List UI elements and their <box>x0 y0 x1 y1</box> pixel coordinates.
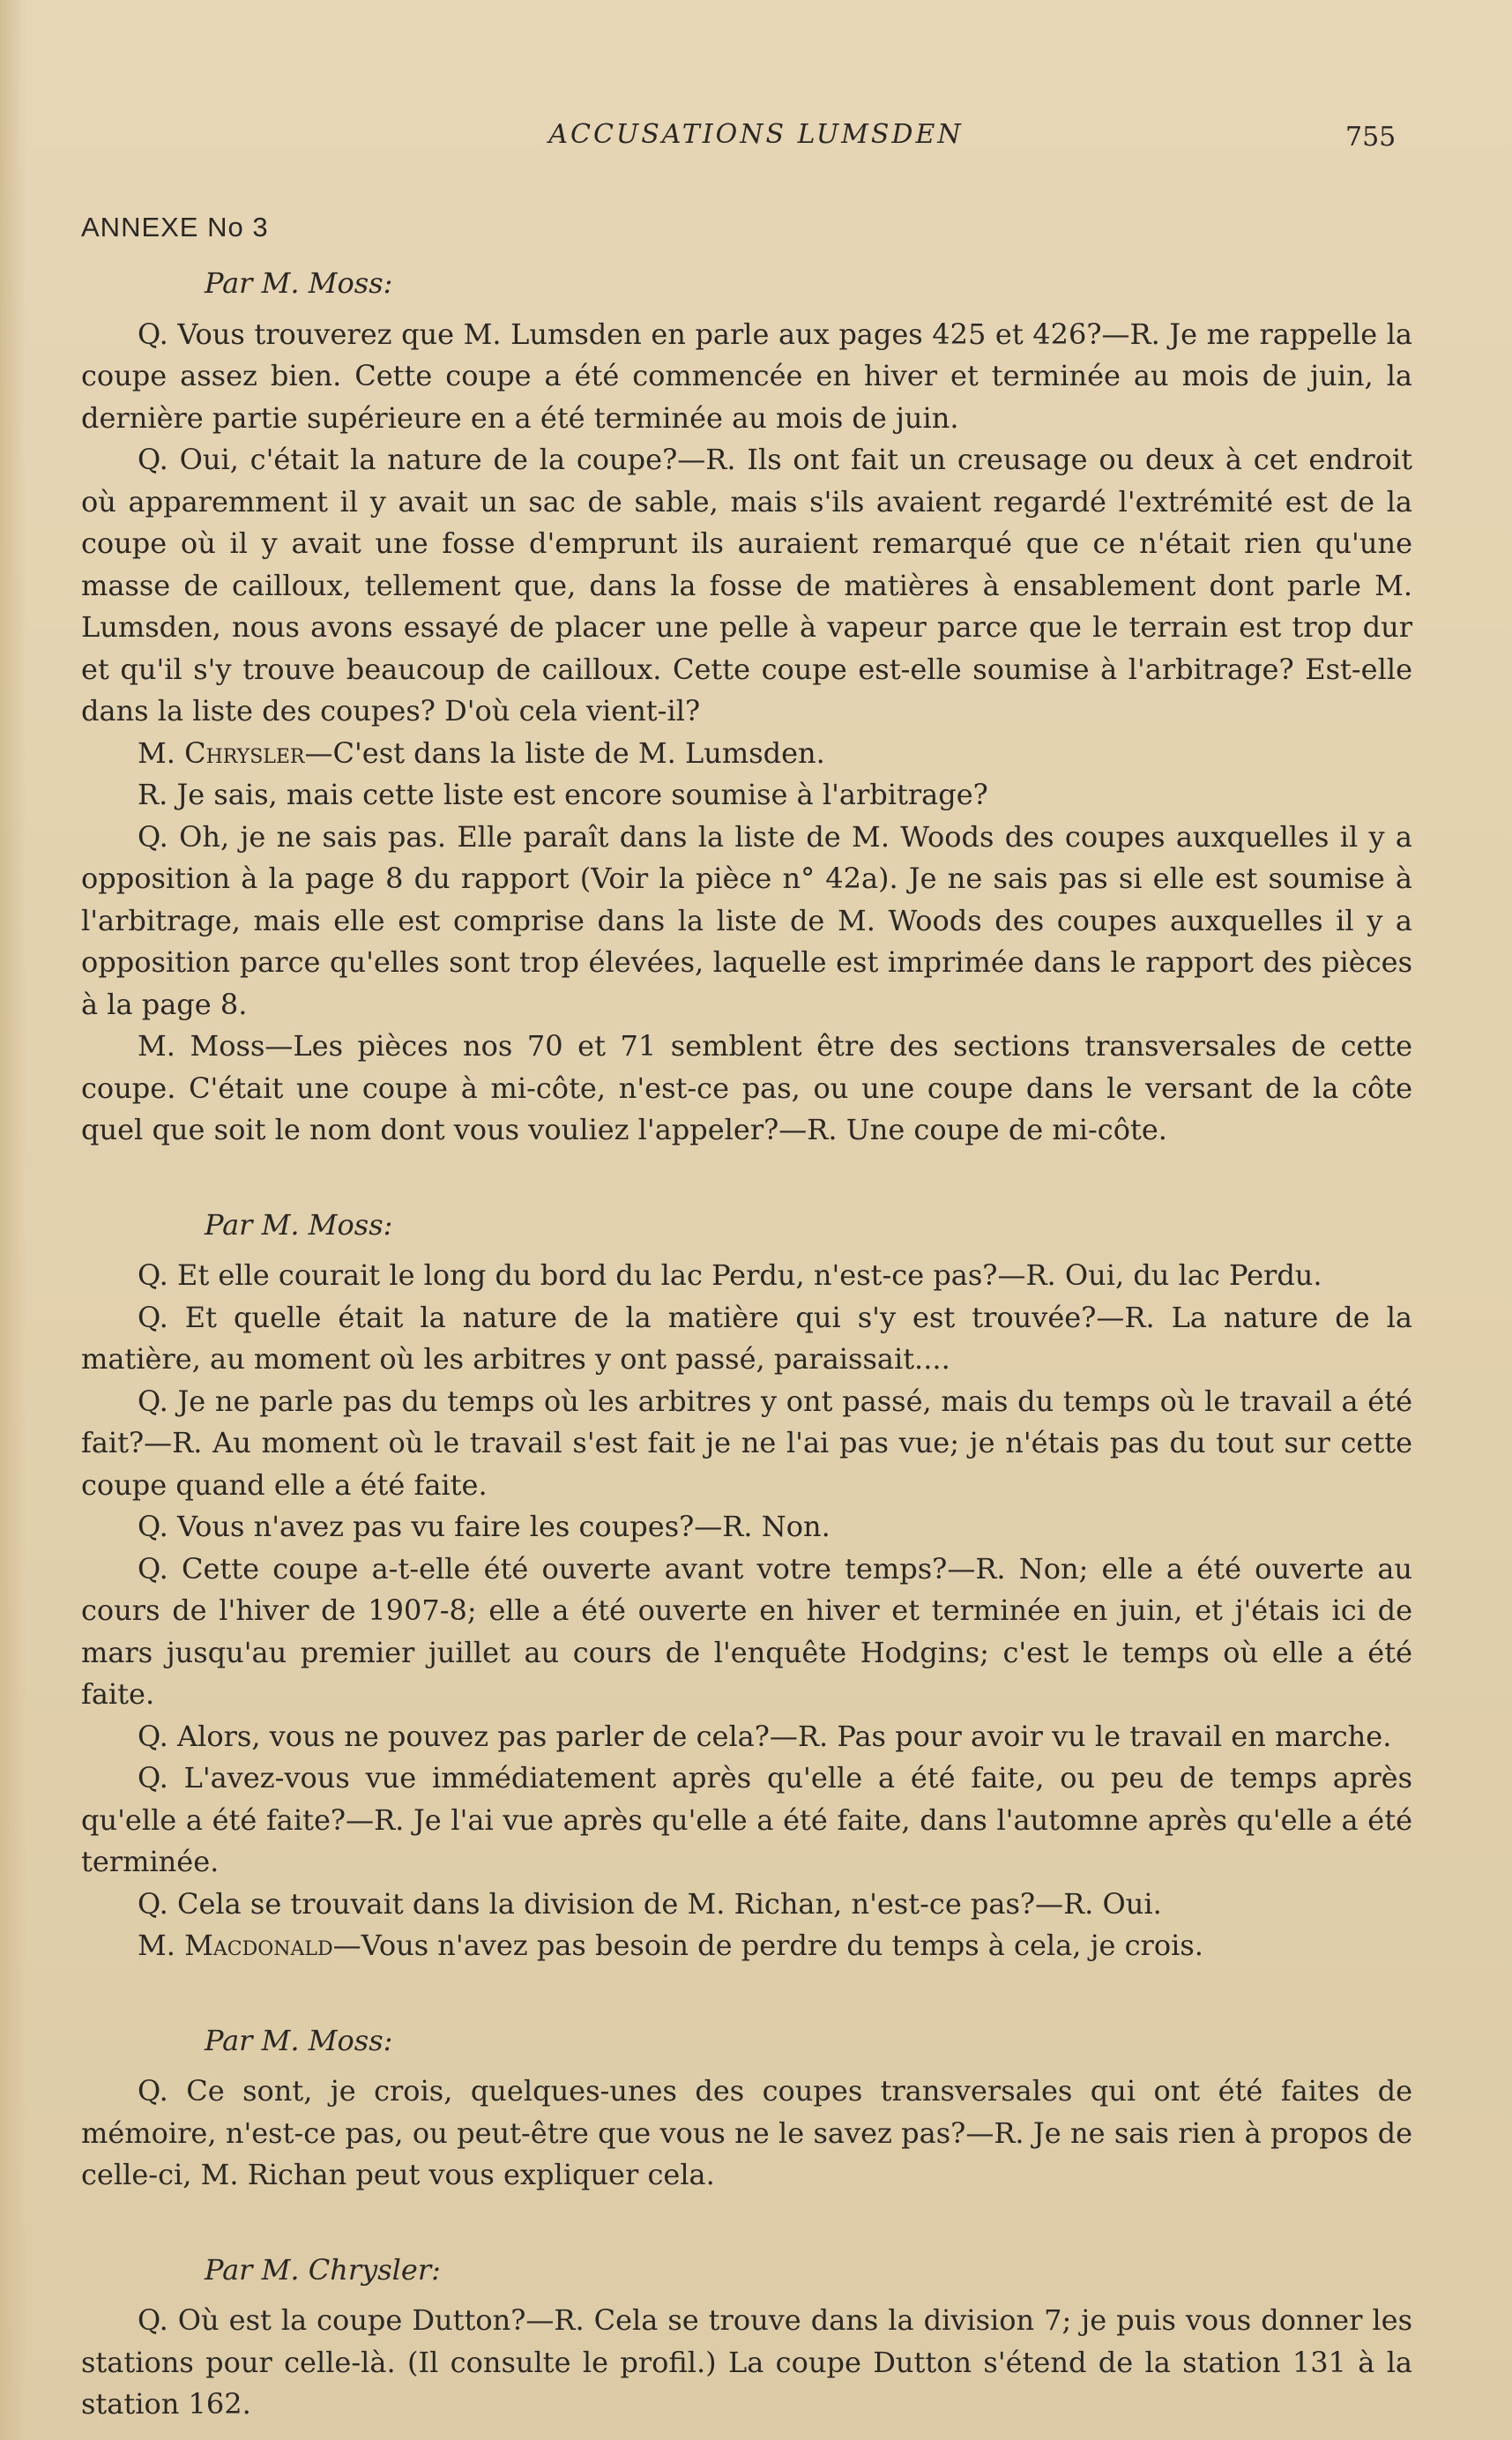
paragraph: Q. Vous n'avez pas vu faire les coupes?—R. Non. <box>138 1510 830 1543</box>
speaker-name: M. Moss <box>138 1029 265 1063</box>
transcript-body <box>81 263 1412 2426</box>
speaker-text: —Les pièces nos 70 et 71 semblent être des sections transversales de cette coupe. C'était une coupe à mi-côte, n'est-ce pas, ou une coupe dans le versant de la côte quel que soit le nom dont vous vouliez l'appeler?—R. Une coupe de mi-côte. <box>81 1029 1413 1146</box>
speaker-heading: Par M. Moss: <box>205 2023 393 2057</box>
paragraph: Q. Et elle courait le long du bord du lac Perdu, n'est-ce pas?—R. Oui, du lac Perdu. <box>138 1258 1322 1292</box>
paragraph: R. Je sais, mais cette liste est encore soumise à l'arbitrage? <box>138 778 988 811</box>
paragraph: Q. Ce sont, je crois, quelques-unes des coupes transversales qui ont été faites de mémoire, n'est-ce pas, ou peut-être que vous ne le savez pas?—R. Je ne sais rien à propos de celle-ci, M. Richan peut vous expliquer cela. <box>81 2074 1412 2191</box>
paragraph <box>81 1026 1412 1152</box>
paragraph <box>81 733 1412 775</box>
paragraph: Q. Alors, vous ne pouvez pas parler de cela?—R. Pas pour avoir vu le travail en marche. <box>138 1719 1392 1753</box>
paragraph: Q. Et quelle était la nature de la matière qui s'y est trouvée?—R. La nature de la matière, au moment où les arbitres y ont passé, paraissait.... <box>81 1300 1412 1376</box>
page-number: 755 <box>1345 122 1397 153</box>
paragraph <box>81 1925 1412 1967</box>
paragraph: Q. L'avez-vous vue immédiatement après qu'elle a été faite, ou peu de temps après qu'elle a été faite?—R. Je l'ai vue après qu'elle a été faite, dans l'automne après qu'elle a été terminée. <box>81 1761 1412 1878</box>
paragraph: Q. Vous trouverez que M. Lumsden en parle aux pages 425 et 426?—R. Je me rappelle la coupe assez bien. Cette coupe a été commencée en hiver et terminée au mois de juin, la dernière partie supérieure en a été terminée au mois de juin. <box>81 317 1412 435</box>
running-head: ACCUSATIONS LUMSDEN <box>548 119 964 150</box>
annex-label: ANNEXE No 3 <box>81 212 269 243</box>
speaker-heading: Par M. Moss: <box>205 266 393 300</box>
speaker-name: M. Macdonald <box>138 1929 333 1962</box>
paragraph: Q. Je ne parle pas du temps où les arbitres y ont passé, mais du temps où le travail a été fait?—R. Au moment où le travail s'est fait je ne l'ai pas vue; je n'étais pas du tout sur cette coupe quand elle a été faite. <box>81 1384 1412 1502</box>
paragraph: Q. Cela se trouvait dans la division de M. Richan, n'est-ce pas?—R. Oui. <box>138 1886 1162 1921</box>
paragraph: Q. Oh, je ne sais pas. Elle paraît dans la liste de M. Woods des coupes auxquelles il y a opposition à la page 8 du rapport (Voir la pièce n° 42a). Je ne sais pas si elle est soumise à l'arbitrage, mais elle est comprise dans la liste de M. Woods des coupes auxquelles il y a opposition parce qu'elles sont trop élevées, laquelle est imprimée dans le rapport des pièces à la page 8. <box>81 819 1412 1021</box>
paragraph: Q. Cette coupe a-t-elle été ouverte avant votre temps?—R. Non; elle a été ouverte au cours de l'hiver de 1907-8; elle a été ouverte en hiver et terminée en juin, et j'étais ici de mars jusqu'au premier juillet au cours de l'enquête Hodgins; c'est le temps où elle a été faite. <box>81 1551 1412 1711</box>
paragraph: Q. Oui, c'était la nature de la coupe?—R. Ils ont fait un creusage ou deux à cet endroit où apparemment il y avait un sac de sable, mais s'ils avaient regardé l'extrémité est de la coupe où il y avait une fosse d'emprunt ils auraient remarqué que ce n'était rien qu'une masse de cailloux, tellement que, dans la fosse de matières à ensablement dont parle M. Lumsden, nous avons essayé de placer une pelle à vapeur parce que le terrain est trop dur et qu'il s'y trouve beaucoup de cailloux. Cette coupe est-elle soumise à l'arbitrage? Est-elle dans la liste des coupes? D'où cela vient-il? <box>81 443 1412 728</box>
speaker-text: —C'est dans la liste de M. Lumsden. <box>304 735 825 770</box>
speaker-heading: Par M. Moss: <box>205 1207 393 1242</box>
speaker-text: —Vous n'avez pas besoin de perdre du temps à cela, je crois. <box>332 1929 1203 1962</box>
speaker-heading: Par M. Chrysler: <box>205 2252 441 2287</box>
paragraph: Q. Où est la coupe Dutton?—R. Cela se trouve dans la division 7; je puis vous donner les stations pour celle-là. (Il consulte le profil.) La coupe Dutton s'étend de la station 131 à la station 162. <box>81 2303 1412 2421</box>
speaker-name: M. Chrysler <box>138 735 305 770</box>
